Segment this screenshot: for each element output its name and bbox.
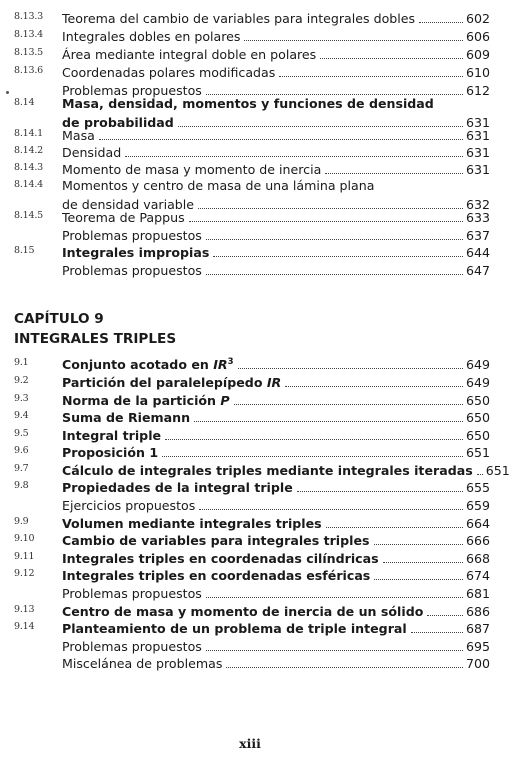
page-footer-number: xiii xyxy=(239,736,261,751)
section-number: 8.14 xyxy=(14,97,35,108)
section-title-line2: de densidad variable xyxy=(62,197,195,212)
page-number: 666 xyxy=(465,533,490,549)
dot-leader xyxy=(326,527,463,528)
section-title: Densidad xyxy=(62,145,122,160)
section-number: 9.7 xyxy=(14,462,29,474)
dot-leader xyxy=(206,597,463,598)
toc-entry xyxy=(0,9,500,27)
page-number: 631 xyxy=(465,115,490,130)
page-number: 644 xyxy=(465,245,490,260)
toc-entry xyxy=(0,602,500,620)
section-title: Masa xyxy=(62,128,95,143)
toc-entry xyxy=(0,27,500,45)
page-number: 610 xyxy=(465,65,490,80)
toc-entry xyxy=(0,261,500,279)
page-number: 637 xyxy=(465,227,490,243)
dot-leader xyxy=(238,368,463,369)
page-number: 647 xyxy=(465,262,490,278)
dot-leader xyxy=(297,491,463,492)
dot-leader xyxy=(125,156,463,157)
section-title: Integral triple xyxy=(62,427,162,443)
toc-entry xyxy=(0,243,500,261)
section-number: 8.14.5 xyxy=(14,210,44,221)
dot-leader xyxy=(206,239,463,240)
dot-leader xyxy=(213,256,463,257)
page-number: 650 xyxy=(465,393,490,408)
dot-leader xyxy=(234,404,463,405)
toc-entry xyxy=(0,208,500,226)
dot-leader xyxy=(320,58,463,59)
partition-symbol: P xyxy=(220,393,230,408)
page-number: 612 xyxy=(465,83,490,98)
toc-entry xyxy=(0,496,500,514)
section-title: Problemas propuestos xyxy=(62,262,202,278)
page-number: 632 xyxy=(465,197,490,212)
toc-entry xyxy=(0,81,500,99)
toc-entry xyxy=(0,45,500,63)
section-number: 9.2 xyxy=(14,375,29,386)
page-number: 700 xyxy=(465,656,490,672)
section-title: Cálculo de integrales triples mediante integrales iteradas xyxy=(62,462,473,478)
section-title: Propiedades de la integral triple xyxy=(62,480,293,496)
chapter-title: INTEGRALES TRIPLES xyxy=(14,331,177,347)
dot-leader xyxy=(374,544,463,545)
section-title: Ejercicios propuestos xyxy=(62,498,196,513)
section-title: Problemas propuestos xyxy=(62,83,202,98)
page-number: 664 xyxy=(465,515,490,531)
dot-leader xyxy=(419,22,463,23)
toc-entry xyxy=(0,514,500,532)
page-number: 649 xyxy=(465,357,490,372)
dot-leader xyxy=(199,509,463,510)
section-number: 8.13.5 xyxy=(14,47,44,58)
toc-entry xyxy=(0,549,500,567)
dot-leader xyxy=(206,94,463,95)
section-number: 8.13.6 xyxy=(14,65,44,76)
page-number: 633 xyxy=(465,210,490,225)
section-title-line1: Momentos y centro de masa de una lámina plana xyxy=(62,178,375,193)
toc-entry xyxy=(0,619,500,637)
toc-entry-9-1 xyxy=(0,355,500,373)
section-number: 9.12 xyxy=(14,568,35,580)
section-title-line1: Masa, densidad, momentos y funciones de densidad xyxy=(62,96,434,111)
toc-entry xyxy=(0,584,500,602)
section-title: Integrales dobles en polares xyxy=(62,29,241,44)
dot-leader xyxy=(189,221,463,222)
section-title-line2: de probabilidad xyxy=(62,115,174,130)
section-number: 9.8 xyxy=(14,480,29,492)
section-number: 8.14.3 xyxy=(14,162,44,173)
section-title: Partición del paralelepípedo xyxy=(62,375,263,390)
section-number: 9.11 xyxy=(14,550,35,562)
dot-leader xyxy=(206,274,463,275)
section-number: 9.6 xyxy=(14,445,29,457)
dot-leader xyxy=(285,386,463,387)
section-title: Integrales impropias xyxy=(62,245,210,260)
section-title: Problemas propuestos xyxy=(62,638,202,654)
page-number: 650 xyxy=(465,427,490,443)
page-number: 668 xyxy=(465,550,490,566)
section-number: 9.13 xyxy=(14,603,35,615)
section-title: Problemas propuestos xyxy=(62,227,202,243)
dot-leader xyxy=(99,139,463,140)
dot-leader xyxy=(427,615,463,616)
page-number: 650 xyxy=(465,410,490,425)
toc-entry xyxy=(0,654,500,672)
page-number: 655 xyxy=(465,480,490,496)
section-title: Miscelánea de problemas xyxy=(62,656,223,672)
toc-entry xyxy=(0,226,500,244)
toc-entry xyxy=(0,637,500,655)
section-number: 9.4 xyxy=(14,410,29,421)
section-number: 8.15 xyxy=(14,245,35,256)
page-number: 681 xyxy=(465,586,490,601)
page-number: 686 xyxy=(465,603,490,619)
page-number: 695 xyxy=(465,638,490,654)
dot-leader xyxy=(279,76,463,77)
page-number: 674 xyxy=(465,568,490,584)
section-title: Centro de masa y momento de inercia de un sólido xyxy=(62,603,424,619)
toc-entry xyxy=(0,408,500,426)
toc-entry xyxy=(0,443,500,461)
page-number: 659 xyxy=(465,498,490,513)
page-number: 687 xyxy=(465,621,490,637)
section-title: Conjunto acotado en xyxy=(62,357,209,372)
toc-entry-9-2 xyxy=(0,373,500,391)
toc-entry xyxy=(0,566,500,584)
page-number: 631 xyxy=(465,145,490,160)
toc-entry xyxy=(0,160,500,178)
dot-leader xyxy=(383,562,463,563)
section-title: Cambio de variables para integrales triples xyxy=(62,533,370,549)
chapter-label: CAPÍTULO 9 xyxy=(14,311,104,327)
dot-leader xyxy=(226,667,463,668)
section-number: 8.14.4 xyxy=(14,179,44,190)
dot-leader xyxy=(165,439,463,440)
page-number: 631 xyxy=(465,128,490,143)
toc-entry xyxy=(0,478,500,496)
page-number: 609 xyxy=(465,47,490,62)
section-number: 9.3 xyxy=(14,393,29,404)
section-title: Proposición 1 xyxy=(62,445,159,461)
real-numbers-symbol: IR xyxy=(213,357,228,372)
page-number: 651 xyxy=(465,445,490,461)
page-number: 606 xyxy=(465,29,490,44)
section-number: 9.1 xyxy=(14,357,29,368)
dot-leader xyxy=(162,456,463,457)
page-number: 631 xyxy=(465,162,490,177)
section-title: Teorema del cambio de variables para integrales dobles xyxy=(62,11,416,26)
dot-leader xyxy=(374,579,463,580)
section-title: Integrales triples en coordenadas esféricas xyxy=(62,568,371,584)
section-title: Planteamiento de un problema de triple integral xyxy=(62,621,407,637)
section-title: Suma de Riemann xyxy=(62,410,191,425)
toc-entry xyxy=(0,461,510,479)
dot-leader xyxy=(206,650,463,651)
dot-leader xyxy=(244,40,463,41)
page-number: 649 xyxy=(465,375,490,390)
section-title: Integrales triples en coordenadas cilíndricas xyxy=(62,550,379,566)
section-number: 8.14.2 xyxy=(14,145,44,156)
dot-leader xyxy=(325,173,463,174)
section-title: Teorema de Pappus xyxy=(62,210,185,225)
toc-entry xyxy=(0,143,500,161)
section-number: 9.5 xyxy=(14,427,29,439)
section-number: 9.9 xyxy=(14,515,29,527)
real-numbers-symbol: IR xyxy=(266,375,282,390)
page-number: 651 xyxy=(485,462,510,478)
page-number: 602 xyxy=(465,11,490,26)
toc-entry xyxy=(0,126,500,144)
section-number: 8.14.1 xyxy=(14,128,44,139)
toc-entry xyxy=(0,426,500,444)
section-title: Área mediante integral doble en polares xyxy=(62,47,317,62)
section-title: Norma de la partición xyxy=(62,393,217,408)
toc-entry xyxy=(0,63,500,81)
section-number: 9.10 xyxy=(14,533,35,545)
dot-leader xyxy=(477,474,483,475)
toc-entry xyxy=(0,531,500,549)
superscript: 3 xyxy=(227,356,234,367)
section-number: 9.14 xyxy=(14,621,35,633)
toc-entry-9-3 xyxy=(0,391,500,409)
section-title: Coordenadas polares modificadas xyxy=(62,65,276,80)
dot-leader xyxy=(194,421,463,422)
section-title: Momento de masa y momento de inercia xyxy=(62,162,322,177)
section-number: 8.13.3 xyxy=(14,11,44,22)
dot-leader xyxy=(411,632,463,633)
section-title: Volumen mediante integrales triples xyxy=(62,515,322,531)
section-number: 8.13.4 xyxy=(14,29,44,40)
section-title: Problemas propuestos xyxy=(62,586,202,601)
